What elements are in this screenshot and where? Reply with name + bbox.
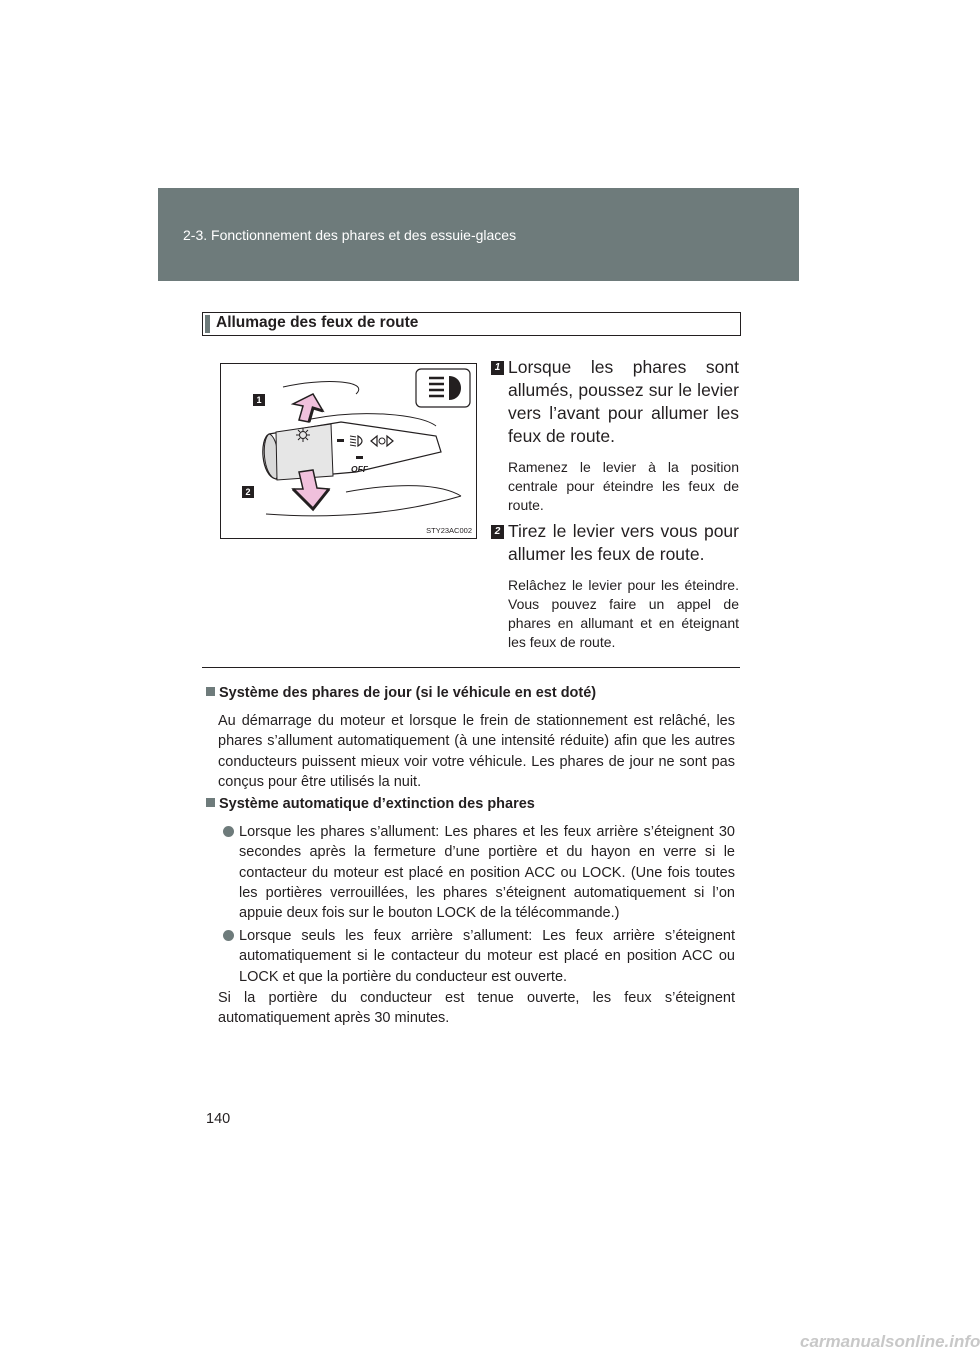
chapter-title: 2-3. Fonctionnement des phares et des essuie-glaces — [183, 227, 517, 243]
drl-paragraph: Au démarrage du moteur et lorsque le frein de stationnement est relâché, les phares s’allument automatiquement (à une intensité réduite) afin que les autres conducteurs puissent mieux voir votre véhicule. Les phares de jour ne sont pas conçus pour être utilisés la nuit. — [218, 713, 735, 790]
step-2 — [491, 520, 739, 652]
step-number-1: 1 — [491, 361, 504, 375]
round-bullet-icon — [223, 930, 234, 941]
heading-marker — [205, 315, 210, 333]
callout-2: 2 — [242, 486, 254, 498]
step-number-2: 2 — [491, 525, 504, 539]
closing-paragraph: Si la portière du conducteur est tenue ouverte, les feux s’éteignent automatiquement après 30 minutes. — [218, 990, 735, 1027]
bullet-item-1 — [223, 822, 735, 923]
auto-off-heading — [206, 796, 535, 812]
bullet-item-2 — [223, 926, 735, 987]
section-heading — [202, 312, 741, 336]
figure-code: STY23AC002 — [426, 526, 472, 535]
drl-heading — [206, 685, 596, 701]
section-heading-text: Allumage des feux de route — [216, 314, 419, 331]
step-1-instruction: Lorsque les phares sont allumés, poussez sur le levier vers l’avant pour allumer les feux de route. — [508, 357, 739, 446]
watermark: carmanualsonline.info — [800, 1332, 980, 1351]
round-bullet-icon — [223, 826, 234, 837]
page-number: 140 — [206, 1111, 231, 1127]
callout-1: 1 — [253, 394, 265, 406]
step-1 — [491, 356, 739, 515]
auto-off-heading-text: Système automatique d’extinction des phares — [219, 796, 535, 812]
lever-illustration — [220, 363, 477, 539]
bullet-item-1-text: Lorsque les phares s’allument: Les phares et les feux arrière s’éteignent 30 secondes après la fermeture d’une portière et du hayon en verre si le contacteur du moteur est placé en position ACC ou LOCK. (Une fois toutes les portières verrouillées, les phares s’éteignent automatiquement si l’on appuie deux fois sur le bouton LOCK de la télécommande.) — [239, 824, 735, 922]
step-2-note: Relâchez le levier pour les éteindre. Vous pouvez faire un appel de phares en allumant et en éteignant les feux de route. — [508, 577, 739, 650]
square-bullet-icon — [206, 687, 215, 696]
drl-heading-text: Système des phares de jour (si le véhicule en est doté) — [219, 685, 597, 701]
square-bullet-icon — [206, 798, 215, 807]
chapter-header-bar — [158, 188, 799, 281]
bullet-item-2-text: Lorsque seuls les feux arrière s’allument: Les feux arrière s’éteignent automatiquement si le contacteur du moteur est placé en position ACC ou LOCK et que la portière du conducteur est ouverte. — [239, 928, 735, 985]
off-label: OFF — [351, 464, 368, 474]
divider-rule — [202, 667, 740, 668]
step-1-note: Ramenez le levier à la position centrale pour éteindre les feux de route. — [508, 459, 739, 513]
lever-drawing — [221, 364, 476, 538]
headlight-high-beam-icon — [416, 369, 470, 407]
step-2-instruction: Tirez le levier vers vous pour allumer les feux de route. — [508, 521, 739, 564]
